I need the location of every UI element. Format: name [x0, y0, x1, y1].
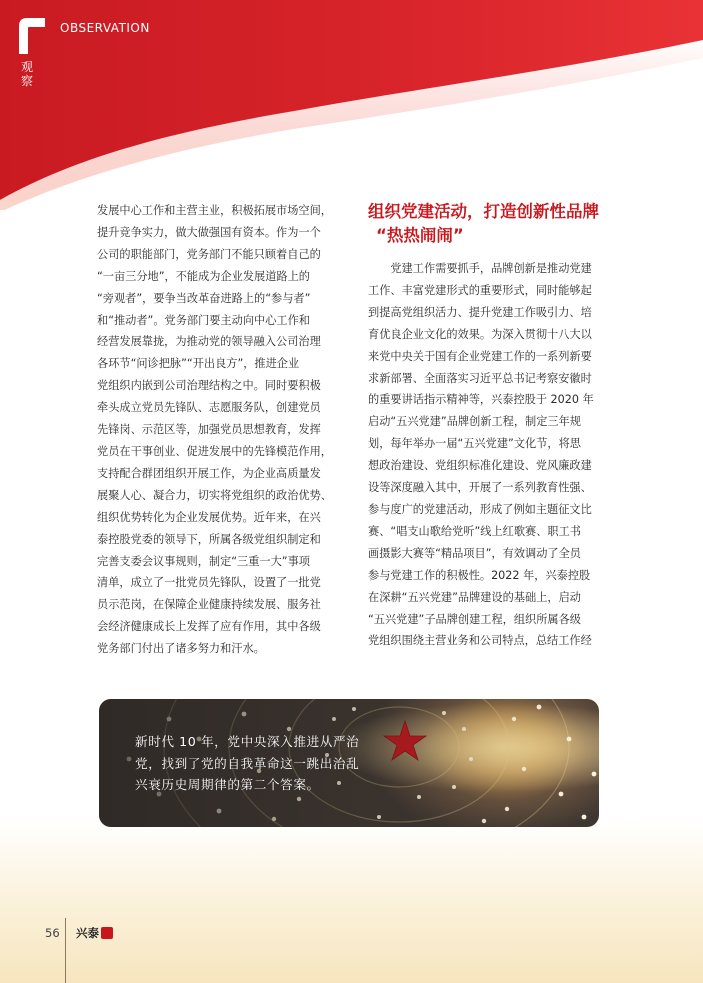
- text-line: 发展中心工作和主营主业，积极拓展市场空间，: [97, 204, 332, 217]
- text-line: 公司的职能部门，党务部门不能只顾着自己的: [97, 247, 321, 261]
- heading-line: 组织党建活动，打造创新性品牌: [368, 202, 599, 221]
- quote-box: [99, 699, 599, 827]
- text-line: 员示范岗，在保障企业健康持续发展、服务社: [97, 598, 321, 612]
- text-line: 经营发展靠拢，为推动党的领导融入公司治理: [97, 335, 321, 349]
- text-line: “五兴党建”子品牌创建工程，组织所属各级: [368, 612, 581, 626]
- text-line: 画摄影大赛等“精品项目”，有效调动了全员: [368, 546, 581, 560]
- text-line: 和“推动者”。党务部门要主动向中心工作和: [97, 313, 310, 327]
- text-line: 参与度广的党建活动，形成了例如主题征文比: [368, 502, 592, 516]
- text-line: 党员在干事创业、促进发展中的先锋模范作用，: [97, 444, 332, 458]
- section-label-cn: 观察: [21, 60, 34, 88]
- footer-divider: [65, 918, 66, 983]
- quote-line: 党，找到了党的自我革命这一跳出治乱: [135, 755, 360, 771]
- text-line: 牵头成立党员先锋队、志愿服务队，创建党员: [97, 401, 321, 415]
- text-line: 党务部门付出了诸多努力和汗水。: [97, 642, 265, 656]
- text-line: “旁观者”，要争当改革奋进路上的“参与者”: [97, 291, 311, 305]
- brand-name: 兴泰: [76, 926, 99, 940]
- text-line: 在深耕“五兴党建”品牌建设的基础上，启动: [368, 590, 581, 604]
- text-line: 清单，成立了一批党员先锋队，设置了一批党: [97, 576, 321, 590]
- brand-seal-icon: [101, 927, 113, 939]
- text-line: 工作、丰富党建形式的重要形式，同时能够起: [368, 283, 592, 297]
- corner-bracket-icon: [19, 18, 45, 54]
- text-line: 赛、“唱支山歌给党听”线上红歌赛、职工书: [368, 524, 581, 538]
- text-line: 完善支委会议事规则，制定“三重一大”事项: [97, 554, 310, 568]
- text-line: 育优良企业文化的效果。为深入贯彻十八大以: [368, 327, 592, 341]
- text-line: 提升竞争实力，做大做强国有资本。作为一个: [97, 225, 321, 239]
- text-line: 泰控股党委的领导下，所属各级党组织制定和: [97, 532, 321, 546]
- text-line: 各环节“问诊把脉”“开出良方”，推进企业: [97, 357, 300, 371]
- text-line: 设等深度融入其中，开展了一系列教育性强、: [368, 481, 592, 495]
- section-label-en: OBSERVATION: [60, 21, 150, 35]
- text-line: 来党中央关于国有企业党建工作的一系列新要: [368, 349, 592, 363]
- text-line: 展聚人心、凝合力，切实将党组织的政治优势、: [97, 488, 332, 502]
- text-line: 支持配合群团组织开展工作，为企业高质量发: [97, 466, 321, 480]
- text-line: 参与党建工作的积极性。2022 年，兴泰控股: [368, 568, 591, 582]
- text-line: 划，每年举办一届“五兴党建”文化节，将思: [368, 437, 581, 451]
- page-number: 56: [45, 926, 60, 940]
- quote-text: [135, 731, 375, 796]
- text-line: 求新部署、全面落实习近平总书记考察安徽时: [368, 371, 592, 385]
- left-column-text: [97, 200, 347, 660]
- text-line: 的重要讲话指示精神等，兴泰控股于 2020 年: [368, 393, 594, 407]
- text-line: 党建工作需要抓手，品牌创新是推动党建: [390, 262, 592, 275]
- text-line: 党组织内嵌到公司治理结构之中。同时要积极: [97, 379, 321, 393]
- text-line: 会经济健康成长上发挥了应有作用，其中各级: [97, 620, 321, 634]
- heading-line: “热热闹闹”: [376, 226, 464, 245]
- text-line: “一亩三分地”，不能成为企业发展道路上的: [97, 269, 310, 283]
- right-column-text: [368, 258, 618, 652]
- text-line: 想政治建设、党组织标准化建设、党风廉政建: [368, 459, 592, 473]
- text-line: 党组织围绕主营业务和公司特点，总结工作经: [368, 634, 592, 648]
- text-line: 组织优势转化为企业发展优势。近年来，在兴: [97, 510, 321, 524]
- text-line: 先锋岗、示范区等，加强党员思想教育，发挥: [97, 423, 321, 437]
- quote-line: 新时代 10 年，党中央深入推进从严治: [135, 734, 360, 749]
- text-line: 到提高党组织活力、提升党建工作吸引力、培: [368, 305, 592, 319]
- text-line: 启动“五兴党建”品牌创新工程，制定三年规: [368, 415, 581, 429]
- section-heading: [368, 200, 618, 248]
- quote-line: 兴衰历史周期律的第二个答案。: [135, 777, 320, 792]
